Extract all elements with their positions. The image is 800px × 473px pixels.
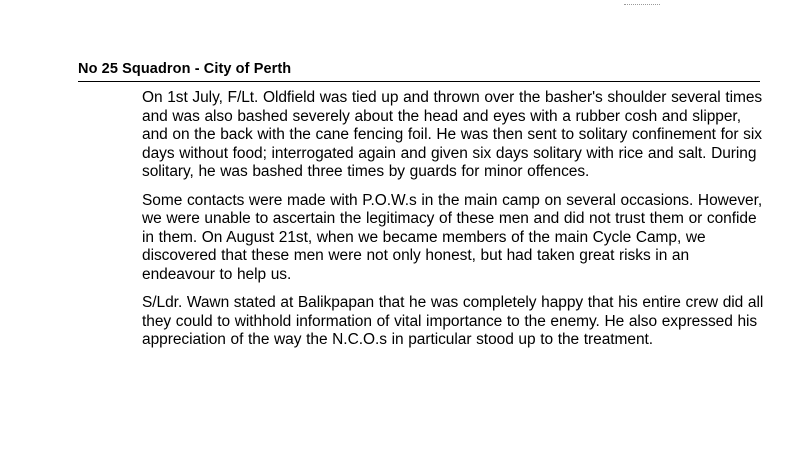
paragraph-oldfield-treatment: On 1st July, F/Lt. Oldfield was tied up and thrown over the basher's shoulder several times and was also bashed severely about the head and eyes with a rubber cosh and slipper, and on the back with the cane fencing foil. He was then sent to solitary confinement for six days without food; interrogated again and given six days solitary with rice and salt. During solitary, he was bashed three times by guards for minor offences. xyxy=(142,89,763,180)
page-header xyxy=(78,61,760,82)
paragraph-wawn-statement: S/Ldr. Wawn stated at Balikpapan that he was completely happy that his entire crew did all they could to withhold information of vital importance to the enemy. He also expressed his appreciation of the way the N.C.O.s in particular stood up to the treatment. xyxy=(142,294,764,348)
body-text xyxy=(142,89,766,360)
scan-artifact xyxy=(624,4,660,6)
header-title: No 25 Squadron - City of Perth xyxy=(78,61,292,77)
paragraph-pow-contacts: Some contacts were made with P.O.W.s in the main camp on several occasions. However, we were unable to ascertain the legitimacy of these men and did not trust them or confide in them. On August 21st, when we became members of the main Cycle Camp, we discovered that these men were not only honest, but had taken great risks in an endeavour to help us. xyxy=(142,191,763,283)
